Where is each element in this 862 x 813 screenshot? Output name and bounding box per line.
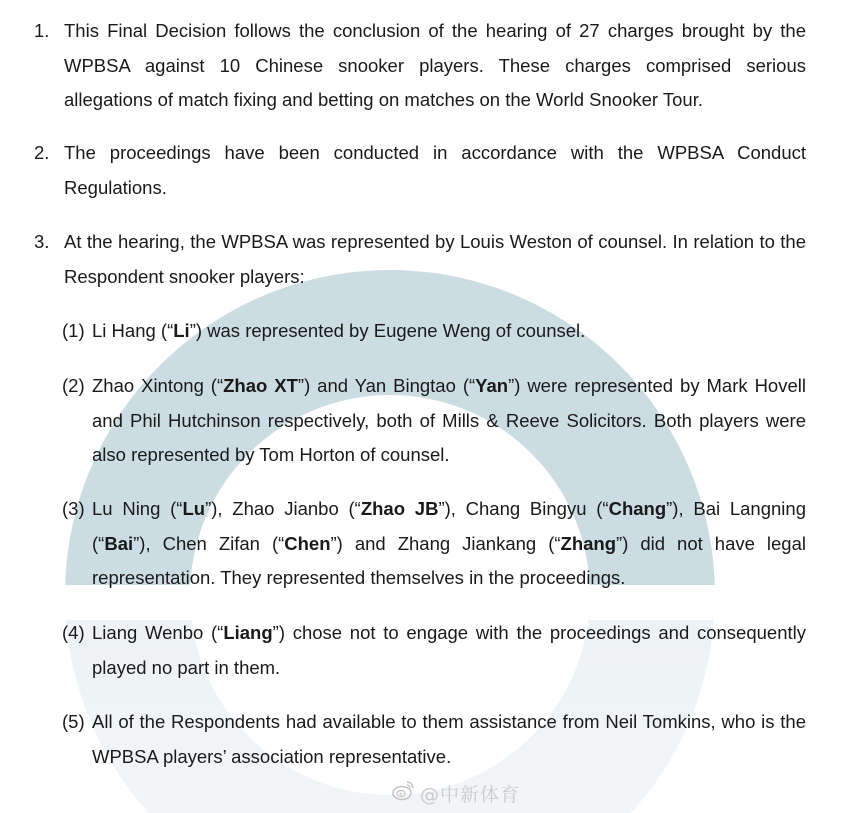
text-segment: Li Hang (“ — [92, 320, 174, 341]
subparagraph-number: (5) — [62, 711, 85, 732]
paragraph-text: This Final Decision follows the conclusion of the hearing of 27 charges brought by the WPBSA against 10 Chinese snooker players. These charges comprised serious allegations of match fixing and betting on matches on the World Snooker Tour. — [64, 20, 806, 110]
subparagraph-number: (1) — [62, 320, 85, 341]
text-segment: ”) and Yan Bingtao (“ — [297, 375, 476, 396]
subparagraph-text — [92, 369, 806, 473]
defined-term: Zhang — [560, 532, 617, 554]
text-segment: ”), Chang Bingyu (“ — [438, 498, 609, 519]
defined-term: Yan — [475, 375, 509, 396]
defined-term: Zhao JB — [360, 498, 439, 519]
text-segment: ”) and Zhang Jiankang (“ — [330, 532, 561, 554]
paragraph-number: 3. — [34, 231, 50, 252]
text-segment: ”) were represented by Mark Hovell and Phil Hutchinson respectively, both of Mills & Reeve Solicitors. Both players were also represented by Tom Horton of counsel. — [92, 375, 806, 465]
subparagraph-number: (2) — [62, 375, 85, 396]
text-segment: ”) chose not to engage with the proceedings and consequently played no part in them. — [92, 622, 806, 678]
defined-term: Lu — [182, 498, 206, 519]
subparagraph-3 — [62, 492, 806, 596]
defined-term: Zhao XT — [223, 375, 298, 396]
subparagraph-text — [92, 705, 806, 774]
weibo-logo-icon — [392, 779, 416, 801]
defined-term: Liang — [223, 622, 273, 643]
subparagraph-1 — [62, 314, 806, 349]
weibo-watermark-text: @中新体育 — [420, 784, 521, 806]
subparagraph-number: (4) — [62, 622, 85, 643]
paragraph-1 — [34, 14, 806, 118]
text-segment: ”), Zhao Jianbo (“ — [205, 498, 361, 519]
text-segment: ”), Bai Langning (“ — [92, 498, 806, 554]
subparagraph-2 — [62, 369, 806, 473]
paragraph-text: The proceedings have been conducted in accordance with the WPBSA Conduct Regulations. — [64, 142, 806, 198]
paragraph-3 — [34, 225, 806, 294]
subparagraph-text — [92, 492, 806, 596]
text-segment: ”), Chen Zifan (“ — [133, 532, 285, 554]
paragraph-number: 2. — [34, 142, 50, 163]
text-segment: Lu Ning (“ — [92, 498, 183, 519]
text-segment: Zhao Xintong (“ — [92, 375, 224, 396]
subparagraph-text — [92, 314, 806, 349]
defined-term: Chen — [284, 532, 331, 554]
subparagraph-number: (3) — [62, 498, 85, 519]
paragraph-text: At the hearing, the WPBSA was represented by Louis Weston of counsel. In relation to the Respondent snooker players: — [64, 231, 806, 287]
paragraph-number: 1. — [34, 20, 50, 41]
subparagraph-text — [92, 616, 806, 685]
defined-term: Li — [173, 320, 190, 341]
subparagraph-4 — [62, 616, 806, 685]
paragraph-2 — [34, 136, 806, 205]
text-segment: ”) did not have legal representation. They represented themselves in the proceedings. — [92, 532, 806, 588]
text-segment: ”) was represented by Eugene Weng of counsel. — [189, 320, 586, 341]
defined-term: Chang — [608, 498, 667, 519]
subparagraph-5 — [62, 705, 806, 774]
defined-term: Bai — [104, 532, 134, 554]
text-segment: Liang Wenbo (“ — [92, 622, 224, 643]
text-segment: All of the Respondents had available to them assistance from Neil Tomkins, who is the WPBSA players’ association representative. — [92, 711, 806, 767]
